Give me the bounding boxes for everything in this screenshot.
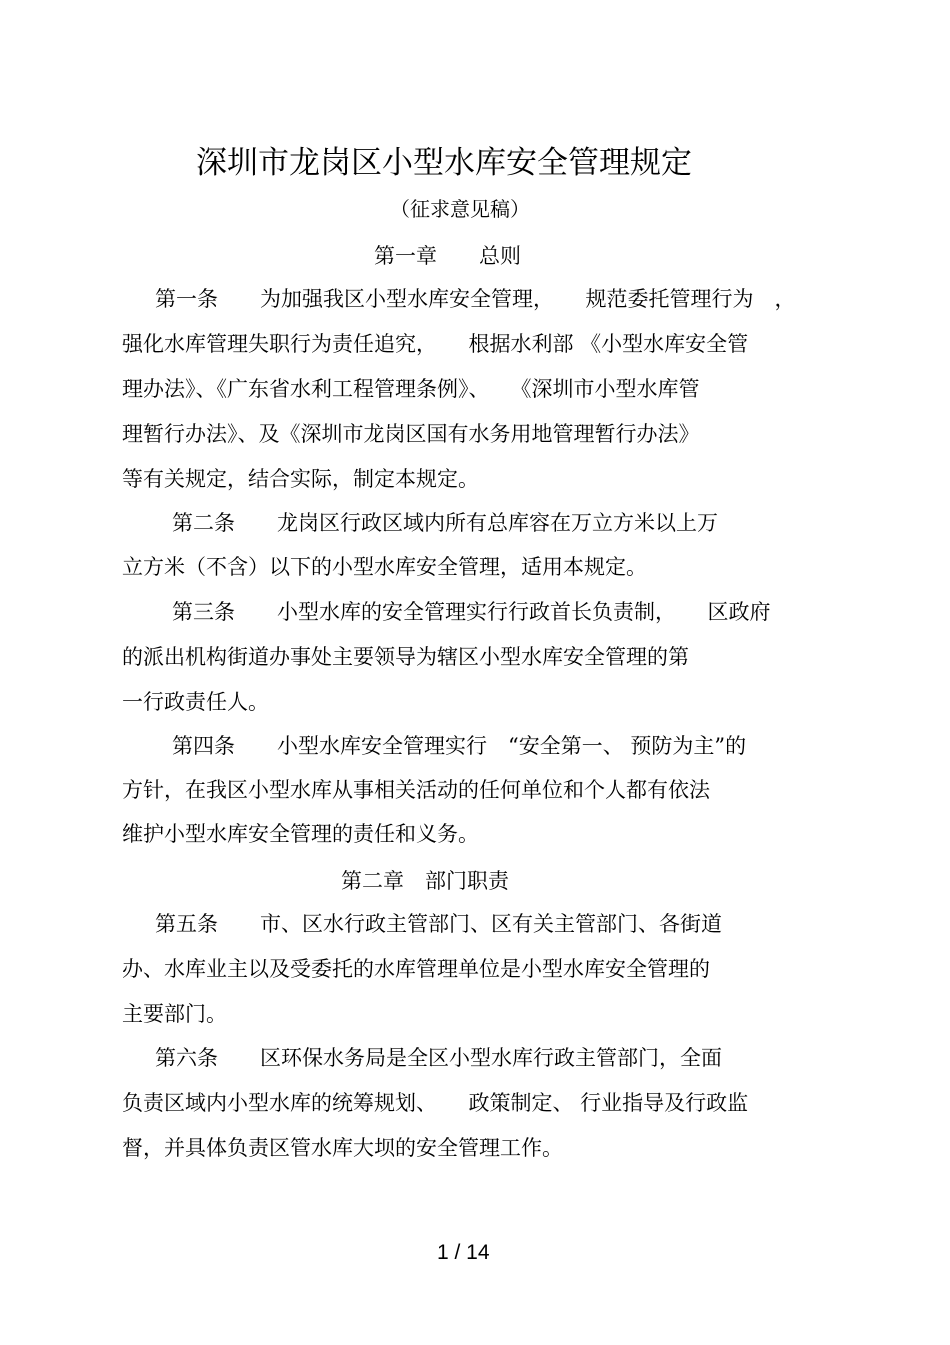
paragraph-line: 办、水库业主以及受委托的水库管理单位是小型水库安全管理的 xyxy=(122,957,710,981)
chapter-heading: 第二章 部门职责 xyxy=(341,869,509,893)
paragraph-line: 第六条 区环保水务局是全区小型水库行政主管部门，全面 xyxy=(155,1046,722,1070)
paragraph-line: 理暂行办法》、及《深圳市龙岗区国有水务用地管理暂行办法》 xyxy=(122,422,700,446)
paragraph-line: 第三条 小型水库的安全管理实行行政首长负责制， 区政府 xyxy=(172,600,771,624)
paragraph-line: 主要部门。 xyxy=(122,1002,227,1026)
paragraph-line: 维护小型水库安全管理的责任和义务。 xyxy=(122,822,479,846)
paragraph-line: 第五条 市、区水行政主管部门、区有关主管部门、各街道 xyxy=(155,912,722,936)
document-subtitle: （征求意见稿） xyxy=(390,197,530,221)
paragraph-line: 督，并具体负责区管水库大坝的安全管理工作。 xyxy=(122,1136,563,1160)
paragraph-line: 一行政责任人。 xyxy=(122,690,269,714)
paragraph-line: 等有关规定，结合实际，制定本规定。 xyxy=(122,467,479,491)
paragraph-line: 第四条 小型水库安全管理实行 “安全第一、 预防为主”的 xyxy=(172,734,747,758)
paragraph-line: 第二条 龙岗区行政区域内所有总库容在万立方米以上万 xyxy=(172,511,718,535)
paragraph-line: 的派出机构街道办事处主要领导为辖区小型水库安全管理的第 xyxy=(122,645,689,669)
paragraph-line: 方针，在我区小型水库从事相关活动的任何单位和个人都有依法 xyxy=(122,778,710,802)
paragraph-line: 第一条 为加强我区小型水库安全管理， 规范委托管理行为 ， xyxy=(155,287,796,311)
paragraph-line: 负责区域内小型水库的统筹规划、 政策制定、 行业指导及行政监 xyxy=(122,1091,749,1115)
paragraph-line: 强化水库管理失职行为责任追究， 根据水利部 《小型水库安全管 xyxy=(122,332,749,356)
paragraph-line: 理办法》、《广东省水利工程管理条例》、 《深圳市小型水库管 xyxy=(122,377,700,401)
document-title: 深圳市龙岗区小型水库安全管理规定 xyxy=(196,145,692,181)
chapter-heading: 第一章 总则 xyxy=(374,244,521,268)
page-number: 1 / 14 xyxy=(437,1241,490,1264)
paragraph-line: 立方米（不含）以下的小型水库安全管理，适用本规定。 xyxy=(122,555,647,579)
